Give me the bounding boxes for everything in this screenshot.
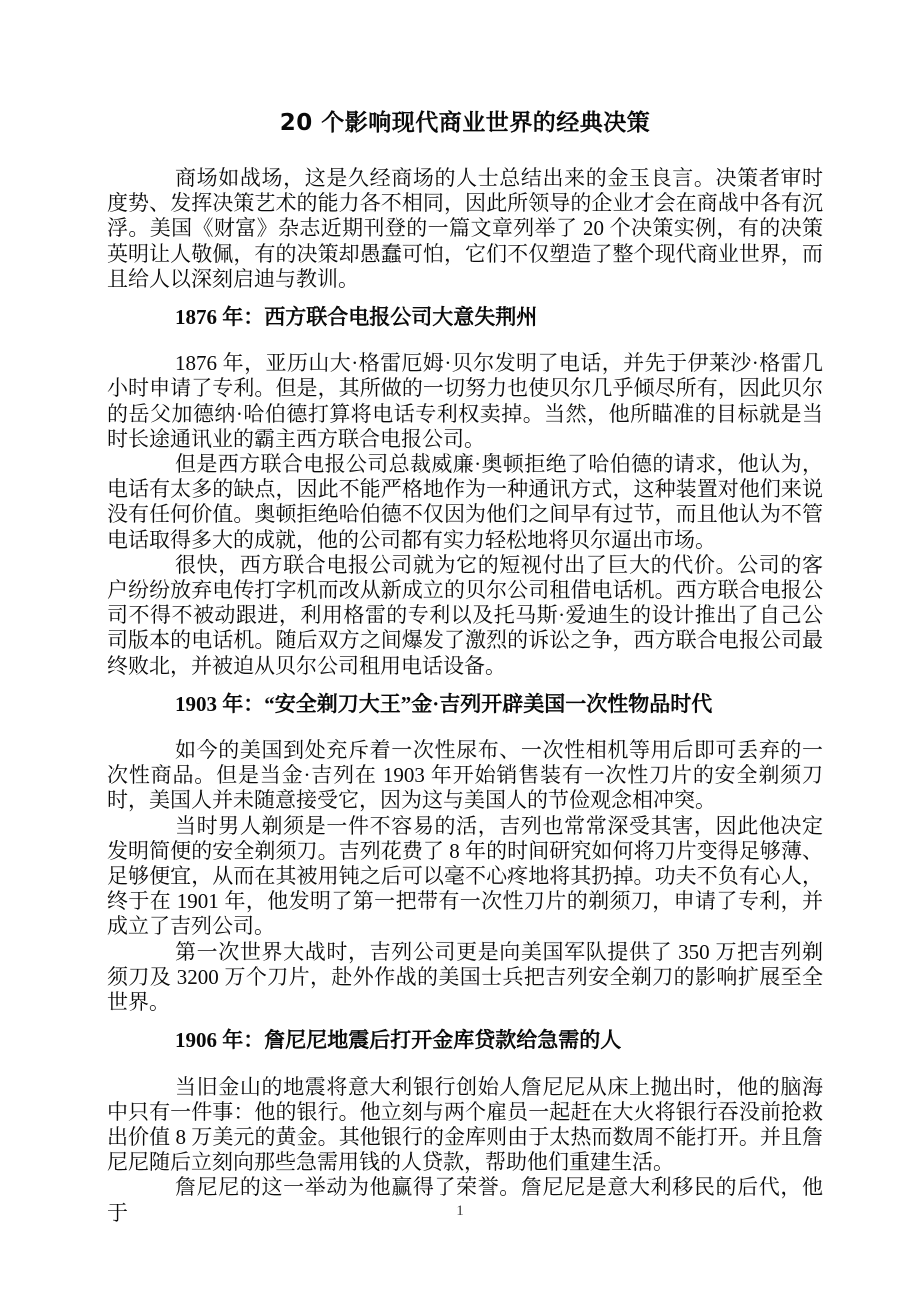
- section-heading-1903: 1903 年：“安全剃刀大王”金·吉列开辟美国一次性物品时代: [175, 691, 713, 716]
- paragraph-1876-bell-patent: 1876 年，亚历山大·格雷厄姆·贝尔发明了电话，并先于伊莱沙·格雷几小时申请了专利。但是，其所做的一切努力也使贝尔几乎倾尽所有，因此贝尔的岳父加德纳·哈伯德打算将电话专利权卖掉。当然，他所瞄准的目标就是当时长途通讯业的霸主西方联合电报公司。: [107, 351, 823, 451]
- paragraph-1903-gillette-invention: 当时男人剃须是一件不容易的活，吉列也常常深受其害，因此他决定发明简便的安全剃须刀。吉列花费了 8 年的时间研究如何将刀片变得足够薄、足够便宜，从而在其被用钝之后可以毫不心疼地将其扔掉。功夫不负有心人，终于在 1901 年，他发明了第一把带有一次性刀片的剃须刀，申请了专利，并成立了吉列公司。: [107, 813, 823, 939]
- paragraph-1906-giannini-honor: 詹尼尼的这一举动为他赢得了荣誉。詹尼尼是意大利移民的后代，他于: [107, 1175, 823, 1225]
- section-heading-1876: 1876 年：西方联合电报公司大意失荆州: [175, 305, 538, 330]
- paragraph-1903-disposable-goods: 如今的美国到处充斥着一次性尿布、一次性相机等用后即可丢弃的一次性商品。但是当金·吉列在 1903 年开始销售装有一次性刀片的安全剃须刀时，美国人并未随意接受它，因为这与美国人的节俭观念相冲突。: [107, 738, 823, 813]
- document-content: [107, 110, 823, 1226]
- paragraph-1876-western-union-loss: 很快，西方联合电报公司就为它的短视付出了巨大的代价。公司的客户纷纷放弃电传打字机而改从新成立的贝尔公司租借电话机。西方联合电报公司不得不被动跟进，利用格雷的专利以及托马斯·爱迪生的设计推出了自己公司版本的电话机。随后双方之间爆发了激烈的诉讼之争，西方联合电报公司最终败北，并被迫从贝尔公司租用电话设备。: [107, 552, 823, 678]
- page-number: 1: [456, 1203, 464, 1219]
- paragraph-1903-wwi-razors: 第一次世界大战时，吉列公司更是向美国军队提供了 350 万把吉列剃须刀及 3200 万个刀片，赴外作战的美国士兵把吉列安全剃刀的影响扩展至全世界。: [107, 939, 823, 1015]
- paragraph-1906-earthquake-bank: 当旧金山的地震将意大利银行创始人詹尼尼从床上抛出时，他的脑海中只有一件事：他的银行。他立刻与两个雇员一起赶在大火将银行吞没前抢救出价值 8 万美元的黄金。其他银行的金库则由于太热而数周不能打开。并且詹尼尼随后立刻向那些急需用钱的人贷款，帮助他们重建生活。: [107, 1074, 823, 1175]
- section-heading-1906: 1906 年：詹尼尼地震后打开金库贷款给急需的人: [175, 1028, 622, 1053]
- paragraph-1876-orton-refusal: 但是西方联合电报公司总裁威廉·奥顿拒绝了哈伯德的请求，他认为，电话有太多的缺点，因此不能严格地作为一种通讯方式，这种装置对他们来说没有任何价值。奥顿拒绝哈伯德不仅因为他们之间早有过节，而且他认为不管电话取得多大的成就，他的公司都有实力轻松地将贝尔逼出市场。: [107, 452, 823, 552]
- document-title: 20 个影响现代商业世界的经典决策: [279, 110, 651, 136]
- intro-paragraph: 商场如战场，这是久经商场的人士总结出来的金玉良言。决策者审时度势、发挥决策艺术的能力各不相同，因此所领导的企业才会在商战中各有沉浮。美国《财富》杂志近期刊登的一篇文章列举了 20 个决策实例，有的决策英明让人敬佩，有的决策却愚蠢可怕，它们不仅塑造了整个现代商业世界，而且给人以深刻启迪与教训。: [107, 166, 823, 291]
